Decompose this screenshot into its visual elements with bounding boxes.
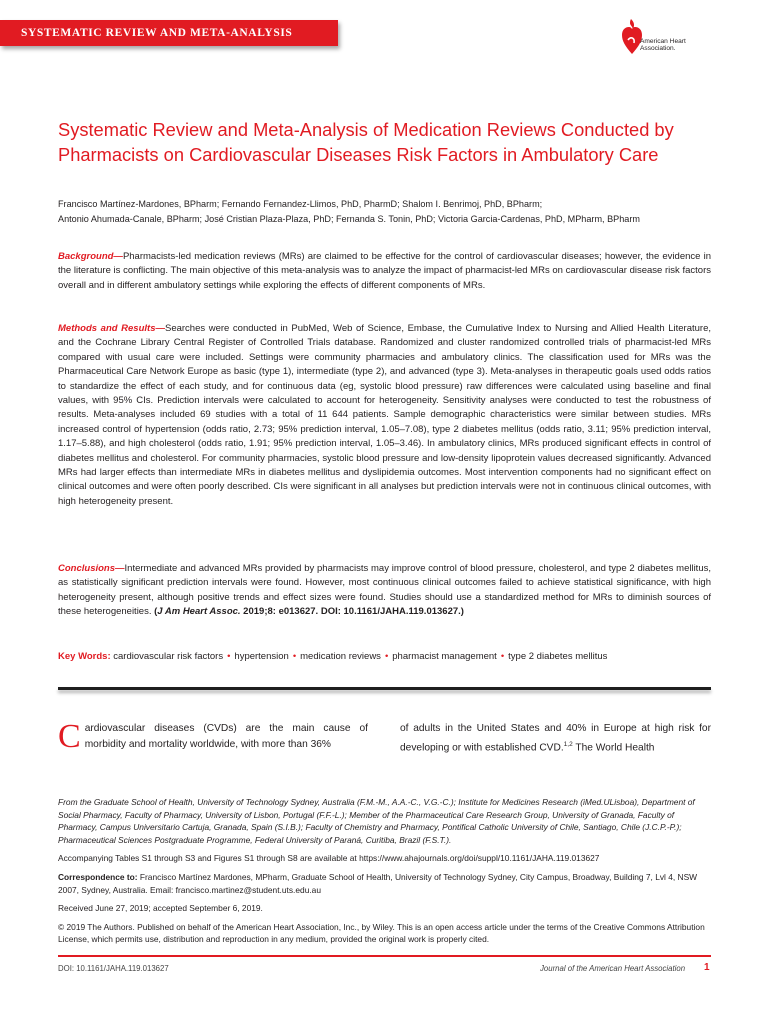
background-text: Pharmacists-led medication reviews (MRs) are claimed to be effective for the control of cardiovascular diseases; however, the evidence in the literature is conflicting. The main objective of this meta-analysis was to analyze the impact of pharmacist-led MRs on cardiovascular disease risk factors overall and in different ambulatory settings while exploring the effects of different components of MRs. xyxy=(58,251,711,291)
keyword-item: cardiovascular risk factors xyxy=(113,651,224,662)
keyword-item: pharmacist management xyxy=(392,651,497,662)
body-column-right xyxy=(400,721,711,756)
abstract-methods xyxy=(58,322,711,509)
page-number: 1 xyxy=(704,962,710,973)
keywords-list xyxy=(113,651,607,662)
body-text-right-end: The World Health xyxy=(572,742,655,754)
keyword-separator: • xyxy=(500,651,505,662)
keywords-label: Key Words: xyxy=(58,651,111,662)
conclusions-heading: Conclusions— xyxy=(58,563,125,574)
abstract-conclusions xyxy=(58,562,711,620)
reference-marker[interactable]: 1,2 xyxy=(563,741,573,748)
keyword-separator: • xyxy=(384,651,389,662)
keyword-item: type 2 diabetes mellitus xyxy=(508,651,608,662)
heart-torch-icon xyxy=(622,16,642,56)
background-heading: Background— xyxy=(58,251,123,262)
authors-line-2: Antonio Ahumada-Canale, BPharm; José Cristian Plaza-Plaza, PhD; Fernanda S. Tonin, PhD; Victoria Garcia-Cardenas, PhD, MPharm, BPharm xyxy=(58,214,640,224)
body-text-left: ardiovascular diseases (CVDs) are the main cause of morbidity and mortality worldwide, with more than 36% xyxy=(84,723,368,750)
authors-line-1: Francisco Martínez-Mardones, BPharm; Fernando Fernandez-Llimos, PhD, PharmD; Shalom I. Benrimoj, PhD, BPharm; xyxy=(58,199,543,209)
citation: (J Am Heart Assoc. 2019;8: e013627. DOI: 10.1161/JAHA.119.013627.) xyxy=(154,606,464,618)
citation-journal: J Am Heart Assoc. xyxy=(157,606,241,618)
logo-wordmark: American Heart Association. xyxy=(640,38,686,53)
body-column-left xyxy=(58,718,368,755)
abstract-background xyxy=(58,250,711,293)
aha-logo xyxy=(622,16,718,66)
body-text-right: of adults in the United States and 40% in Europe at high risk for developing or with established CVD. xyxy=(400,723,711,754)
keyword-separator: • xyxy=(227,651,231,662)
article-title: Systematic Review and Meta-Analysis of Medication Reviews Conducted by Pharmacists on Cardiovascular Diseases Risk Factors in Ambulatory Care xyxy=(58,119,674,165)
keywords xyxy=(58,650,738,664)
correspondence xyxy=(58,871,711,896)
copyright-notice: © 2019 The Authors. Published on behalf of the American Heart Association, Inc., by Wiley. This is an open access article under the terms of the Creative Commons Attribution License, which permits use, distribution and reproduction in any medium, provided the original work is properly cited. xyxy=(58,921,705,945)
methods-text: Searches were conducted in PubMed, Web of Science, Embase, the Cumulative Index to Nursing and Allied Health Literature, and the Cochrane Library Central Register of Controlled Trials database. Randomized and cluster randomized controlled trials of pharmacist-led MRs compared with usual care were included. Settings were community pharmacies and ambulatory clinics. The classification used for MRs was the Pharmaceutical Care Network Europe as basic (type 1), intermediate (type 2), and advanced (type 3). Meta-analyses in therapeutic goals used odds ratios to standardize the effect of each study, and for continuous data (eg, systolic blood pressure) raw differences were calculated using baseline and final values, with 95% CIs. Prediction intervals were calculated to account for heterogeneity. Sensitivity analyses were conducted to test the robustness of results. Meta-analyses included 69 studies with a total of 11 644 patients. Sample demographic characteristics were similar between studies. MRs increased control of hypertension (odds ratio, 2.73; 95% prediction interval, 1.05–7.08), type 2 diabetes mellitus (odds ratio, 3.11; 95% prediction interval, 1.17–5.88), and high cholesterol (odds ratio, 1.91; 95% prediction interval, 1.05–3.46). In ambulatory clinics, MRs produced significant effects in control of diabetes mellitus and cholesterol. For community pharmacies, systolic blood pressure and low-density lipoprotein values decreased significantly. Advanced MRs had larger effects than intermediate MRs in diabetes mellitus and dyslipidemia outcomes. Most intervention components had no significant effect on clinical outcomes and were often poorly described. CIs were significant in all analyses but prediction intervals were not in continuous clinical outcomes, with high heterogeneity present. xyxy=(58,323,711,507)
supplement-note: Accompanying Tables S1 through S3 and Figures S1 through S8 are available at https://www.ahajournals.org/doi/suppl/10.1161/JAHA.119.013627 xyxy=(58,853,600,864)
correspondence-text: Francisco Martínez Mardones, MPharm, Graduate School of Health, University of Technology Sydney, City Campus, Broadway, Building 7, Lvl 4, NSW 2007, Sydney, Australia. Email: francisco.martinez@student.uts.edu.au xyxy=(58,871,698,895)
footer-doi: DOI: 10.1161/JAHA.119.013627 xyxy=(58,964,169,973)
keyword-separator: • xyxy=(292,651,297,662)
correspondence-label: Correspondence to: xyxy=(58,871,138,882)
footer-rule xyxy=(58,955,711,957)
affiliations: From the Graduate School of Health, University of Technology Sydney, Australia (F.M.-M., A.A.-C., V.G.-C.); Institute for Medicines Research (iMed.ULisboa), Department of Social Pharmacy, Faculty of Pharmacy, University of Lisbon, Portugal (F.F.-L.); Member of the Pharmaceutical Care Research Group, University of Granada, Faculty of Pharmacy, Campus Universitario Cartuja, Granada, Spain (S.I.B.); Faculty of Chemistry and Pharmacy, Pontifical Catholic University of Chile, Santiago, Chile (J.C.P.-P.); Pharmaceutical Sciences Postgraduate Programme, Federal University of Paraná, Curitiba, Brazil (F.S.T.). xyxy=(58,797,695,845)
methods-heading: Methods and Results— xyxy=(58,323,165,334)
author-list xyxy=(58,197,738,227)
section-divider xyxy=(58,687,711,690)
section-label: SYSTEMATIC REVIEW AND META-ANALYSIS xyxy=(21,27,293,39)
keyword-item: hypertension xyxy=(234,651,289,662)
footnotes xyxy=(58,796,711,952)
conclusions-text: Intermediate and advanced MRs provided by pharmacists may improve control of blood pressure, cholesterol, and type 2 diabetes mellitus, as statistically significant prediction intervals were found. However, most continuous clinical outcomes failed to achieve statistical significance, with high heterogeneity present, although positive trends and effect sizes were found. Studies should use a standardized method for MRs to diminish sources of these heterogeneities. xyxy=(58,563,711,618)
drop-cap: C xyxy=(58,718,81,755)
received-dates: Received June 27, 2019; accepted September 6, 2019. xyxy=(58,903,263,914)
footer-journal-name: Journal of the American Heart Association xyxy=(540,964,686,973)
keyword-item: medication reviews xyxy=(300,651,381,662)
section-banner xyxy=(0,20,338,46)
